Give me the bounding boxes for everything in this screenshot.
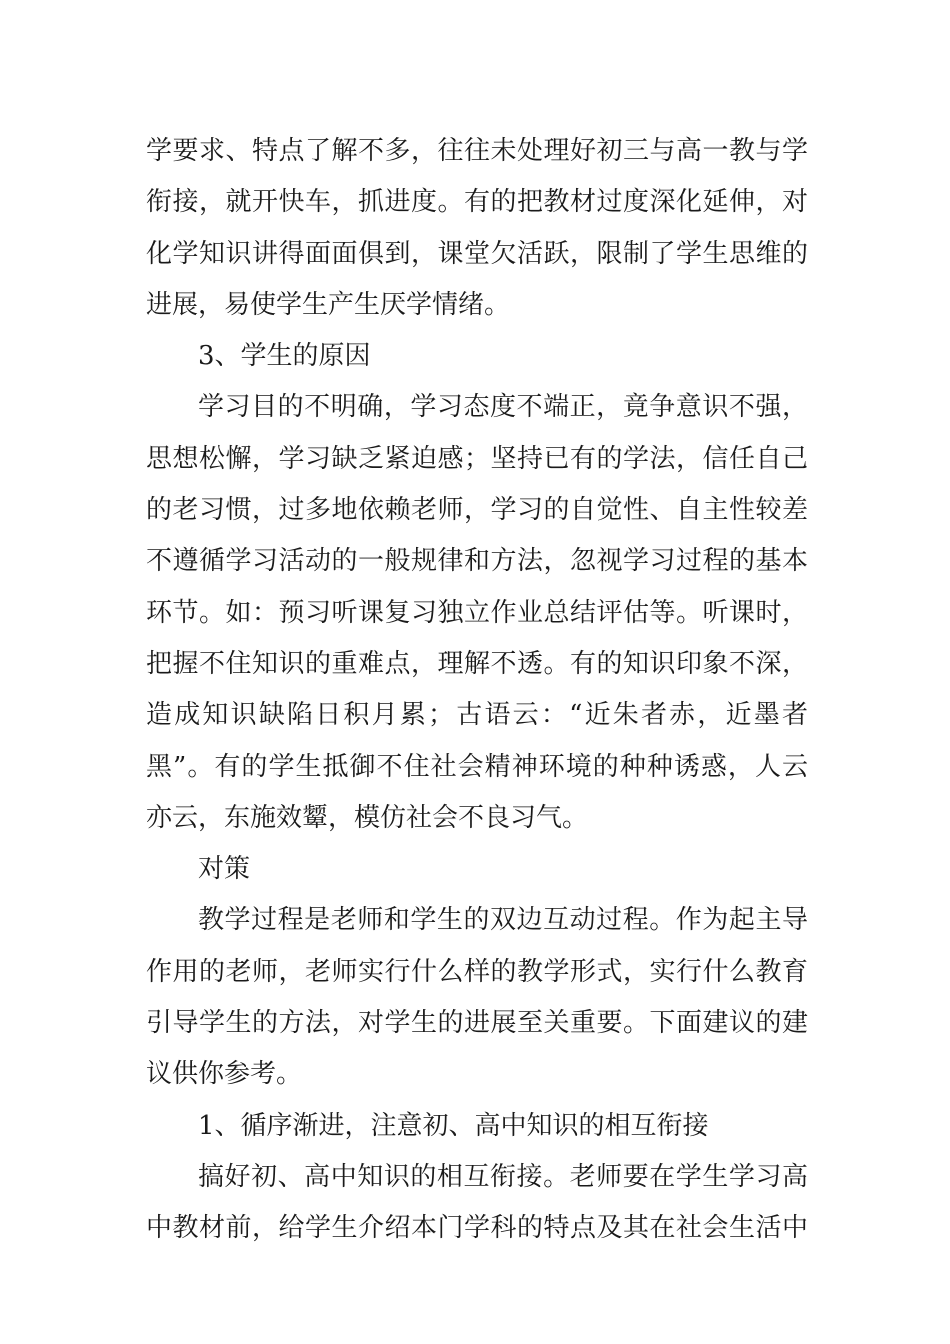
text-line: 化学知识讲得面面俱到，课堂欠活跃，限制了学生思维的 <box>146 238 808 269</box>
text-line: 学要求、特点了解不多，往往未处理好初三与高一教与学 <box>146 136 808 166</box>
text-line: 学习目的不明确，学习态度不端正，竟争意识不强， <box>198 392 808 423</box>
text-line: 对策 <box>198 854 251 885</box>
text-line: 议供你参考。 <box>146 1059 303 1090</box>
text-line: 搞好初、高中知识的相互衔接。老师要在学生学习高 <box>198 1161 808 1192</box>
text-line: 衔接，就开快车，抓进度。有的把教材过度深化延伸，对 <box>146 187 808 218</box>
text-line: 中教材前，给学生介绍本门学科的特点及其在社会生活中 <box>146 1213 808 1244</box>
text-line: 环节。如：预习听课复习独立作业总结评估等。听课时， <box>146 597 808 628</box>
text-line: 作用的老师，老师实行什么样的教学形式，实行什么教育 <box>146 956 808 987</box>
text-line: 思想松懈，学习缺乏紧迫感；坚持已有的学法，信任自己 <box>146 443 808 474</box>
text-line: 黑”。有的学生抵御不住社会精神环境的种种诱惑，人云 <box>146 751 808 782</box>
text-line: 教学过程是老师和学生的双边互动过程。作为起主导 <box>198 905 808 936</box>
text-line: 1、循序渐进，注意初、高中知识的相互衔接 <box>198 1110 709 1141</box>
text-line: 进展，易使学生产生厌学情绪。 <box>146 289 511 320</box>
text-line: 3、学生的原因 <box>198 341 371 372</box>
text-line: 把握不住知识的重难点，理解不透。有的知识印象不深， <box>146 648 808 679</box>
document-body <box>146 126 808 1255</box>
text-line: 不遵循学习活动的一般规律和方法，忽视学习过程的基本 <box>146 546 808 577</box>
text-line: 亦云，东施效颦，模仿社会不良习气。 <box>146 802 589 833</box>
text-line: 造成知识缺陷日积月累；古语云：“近朱者赤，近墨者 <box>146 700 808 731</box>
text-line: 的老习惯，过多地依赖老师，学习的自觉性、自主性较差 <box>146 495 808 526</box>
text-line: 引导学生的方法，对学生的进展至关重要。下面建议的建 <box>146 1008 808 1039</box>
